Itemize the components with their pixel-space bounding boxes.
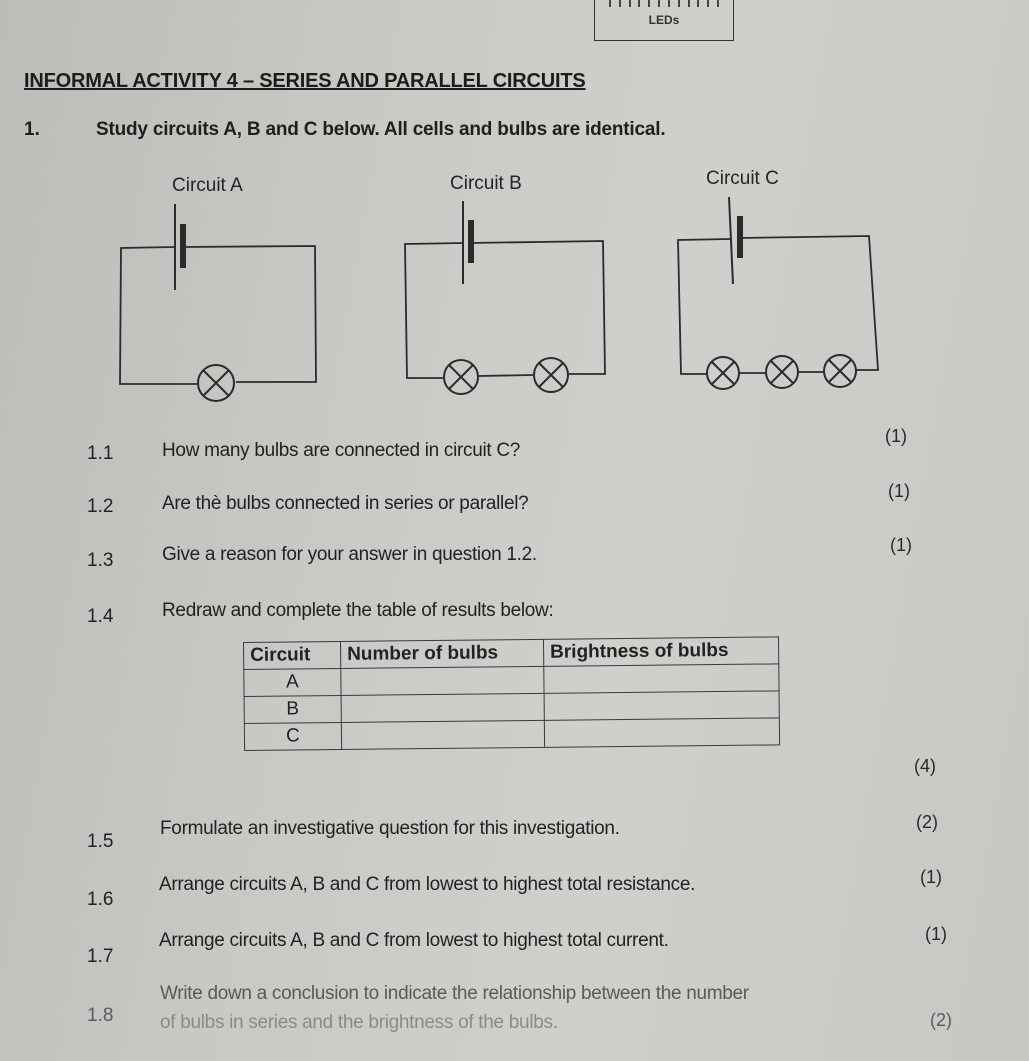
table-cell-number-of-bulbs: [341, 720, 544, 749]
question-1-3-marks: (1): [890, 535, 912, 555]
question-1-4-number: 1.4: [87, 606, 114, 627]
table-cell-brightness: [544, 691, 779, 720]
table-header-number-of-bulbs: Number of bulbs: [340, 639, 543, 668]
table-row: [244, 718, 779, 751]
question-1-8-text: Write down a conclusion to indicate the relationship between the number: [160, 983, 749, 1004]
question-1-4-marks: (4): [914, 756, 936, 776]
question-instruction: Study circuits A, B and C below. All cells and bulbs are identical.: [96, 119, 666, 140]
question-1-8-marks: (2): [930, 1010, 952, 1030]
led-symbols: [609, 0, 719, 8]
cell-icon: [737, 216, 743, 258]
table-header-brightness: Brightness of bulbs: [543, 637, 778, 666]
circuit-b-diagram: [400, 198, 610, 398]
question-1-2-text: Are thè bulbs connected in series or parallel?: [162, 493, 529, 514]
question-number: 1.: [24, 119, 40, 140]
table-cell-circuit: A: [244, 668, 341, 696]
bulb-icon: [198, 365, 234, 401]
question-1-1-marks: (1): [885, 426, 907, 446]
question-1-5-marks: (2): [916, 812, 938, 832]
table-cell-brightness: [544, 664, 779, 693]
question-1-3-number: 1.3: [87, 550, 114, 571]
cell-icon: [468, 220, 474, 263]
circuit-a-diagram: [115, 200, 325, 400]
question-1-5-number: 1.5: [87, 831, 114, 852]
table-header-circuit: Circuit: [244, 641, 341, 669]
question-1-8-text-line2: of bulbs in series and the brightness of the bulbs.: [160, 1012, 558, 1033]
activity-title: INFORMAL ACTIVITY 4 – SERIES AND PARALLEL CIRCUITS: [24, 70, 586, 92]
question-1-6-marks: (1): [920, 867, 942, 887]
question-1-7-marks: (1): [925, 924, 947, 944]
leds-label: LEDs: [648, 13, 680, 27]
question-1-7-text: Arrange circuits A, B and C from lowest to highest total current.: [159, 930, 669, 951]
bulb-icon: [824, 355, 856, 387]
question-1-7-number: 1.7: [87, 946, 114, 967]
table-cell-circuit: C: [244, 722, 341, 750]
question-1-3-text: Give a reason for your answer in question 1.2.: [162, 544, 537, 565]
circuit-c-label: Circuit C: [706, 168, 779, 189]
table-cell-brightness: [544, 718, 779, 747]
circuit-a-label: Circuit A: [172, 175, 243, 196]
question-1-1-number: 1.1: [87, 443, 114, 464]
circuit-b-label: Circuit B: [450, 173, 522, 194]
bulb-icon: [444, 360, 478, 394]
bulb-icon: [534, 358, 568, 392]
table-cell-number-of-bulbs: [341, 666, 544, 695]
question-1-1-text: How many bulbs are connected in circuit C?: [162, 440, 521, 461]
question-1-5-text: Formulate an investigative question for this investigation.: [160, 818, 620, 839]
cell-icon: [180, 224, 186, 268]
table-cell-number-of-bulbs: [341, 693, 544, 722]
results-table: [243, 636, 780, 751]
question-1-6-number: 1.6: [87, 889, 114, 910]
question-1-6-text: Arrange circuits A, B and C from lowest to highest total resistance.: [159, 874, 696, 895]
question-1-4-text: Redraw and complete the table of results below:: [162, 600, 554, 621]
question-1-8-number: 1.8: [87, 1005, 114, 1026]
bulb-icon: [766, 356, 798, 388]
circuit-c-diagram: [668, 195, 888, 395]
leds-diagram-fragment: [594, 0, 734, 41]
question-1-2-number: 1.2: [87, 496, 114, 517]
bulb-icon: [707, 357, 739, 389]
question-1-2-marks: (1): [888, 481, 910, 501]
table-cell-circuit: B: [244, 695, 341, 723]
